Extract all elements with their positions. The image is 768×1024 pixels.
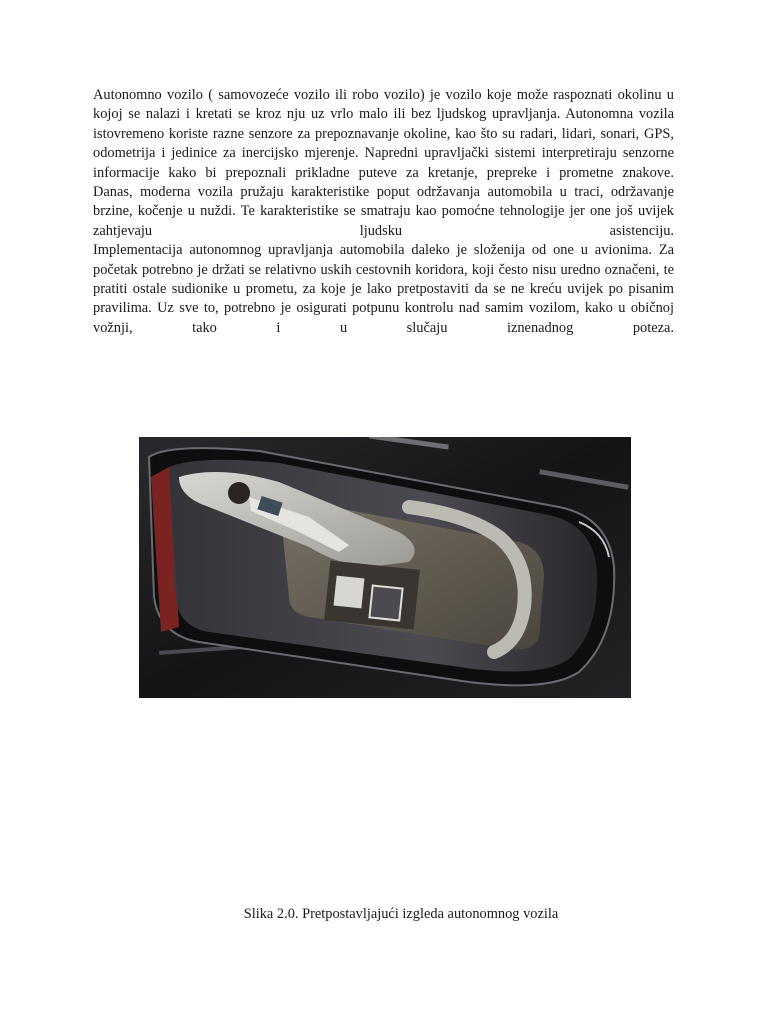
- autonomous-car-image: [139, 437, 631, 698]
- paragraph-modern-vehicles: Danas, moderna vozila pružaju karakteristike poput održavanja automobila u traci, održavanje brzine, kočenje u nuždi. Te karakteristike se smatraju kao pomoćne tehnologije jer one još uvijek zahtjevaju ljudsku asistenciju.: [93, 184, 674, 239]
- figure-caption: Slika 2.0. Pretpostavljajući izgleda autonomnog vozila: [243, 906, 559, 922]
- paragraph-implementation: Implementacija autonomnog upravljanja automobila daleko je složenija od one u avionima. Za početak potrebno je držati se relativno uskih cestovnih koridora, koji često nisu uredno označeni, te pratiti ostale sudionike u prometu, za koje je lako pretpostaviti da se ne kreću uvijek po pisanim pravilima. Uz sve to, potrebno je osigurati potpunu kontrolu nad samim vozilom, kako u običnoj vožnji, tako i u slučaju iznenadnog poteza.: [93, 242, 674, 336]
- paragraph-autonomous-definition: Autonomno vozilo ( samovozeće vozilo ili robo vozilo) je vozilo koje može raspoznati okolinu u kojoj se nalazi i kretati se kroz nju uz vrlo malo ili bez ljudskog upravljanja. Autonomna vozila istovremeno koriste razne senzore za prepoznavanje okoline, kao što su radari, lidari, sonari, GPS, odometrija i jedinice za inercijsko mjerenje. Napredni upravljački sistemi interpretiraju senzorne informacije kako bi prepoznali prikladne puteve za kretanje, prepreke i prometne znakove.: [93, 87, 674, 181]
- body-text: [93, 86, 674, 338]
